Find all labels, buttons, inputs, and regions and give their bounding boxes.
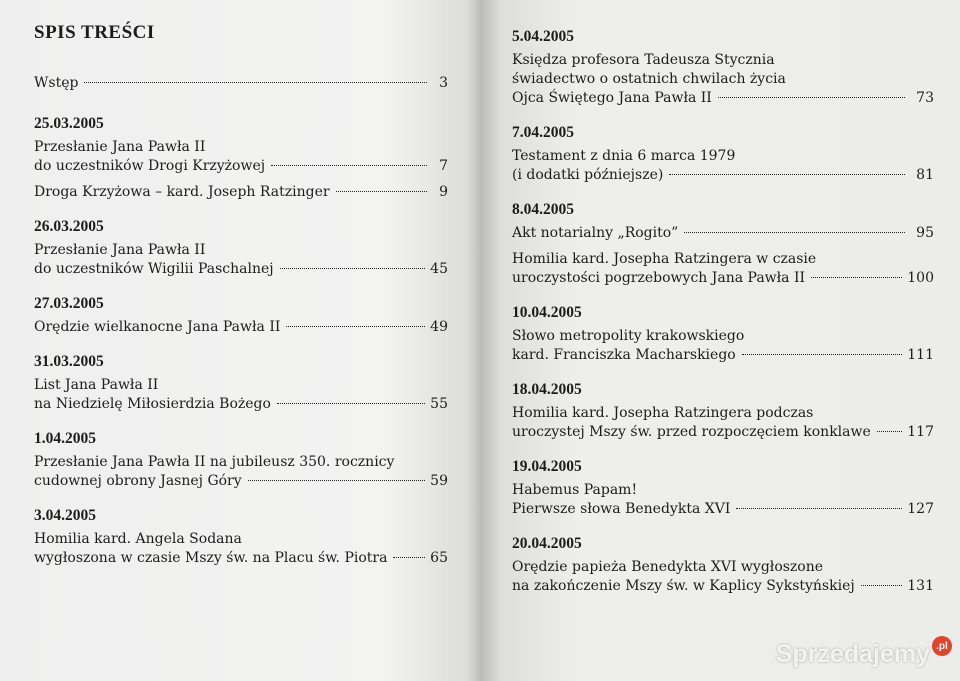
toc-entry (34, 376, 448, 414)
toc-entry (34, 318, 448, 337)
watermark-logo (776, 640, 952, 669)
page-number: 7 (439, 158, 448, 174)
page-number: 9 (439, 184, 448, 200)
entry-text-line: na Niedzielę Miłosierdzia Bożego (34, 396, 271, 412)
toc-entry (512, 51, 934, 108)
toc-entry-intro (34, 74, 448, 93)
entry-last-line (34, 183, 448, 202)
entry-last-line (512, 500, 934, 519)
page-number: 81 (916, 167, 934, 183)
entry-text-line: List Jana Pawła II (34, 377, 159, 393)
section-date: 10.04.2005 (512, 304, 582, 321)
toc-section (34, 507, 448, 568)
dot-leader (684, 232, 905, 233)
entry-text-line: Homilia kard. Angela Sodana (34, 531, 242, 547)
page-number: 45 (430, 261, 448, 277)
section-date: 26.03.2005 (34, 218, 104, 235)
entry-text-line: uroczystości pogrzebowych Jana Pawła II (512, 270, 806, 286)
entry-text-line: Pierwsze słowa Benedykta XVI (512, 501, 731, 517)
toc-section (512, 535, 934, 596)
entry-text-line: Przesłanie Jana Pawła II (34, 242, 206, 258)
page-number: 95 (916, 225, 934, 241)
entry-text-line: świadectwo o ostatnich chwilach życia (512, 71, 786, 87)
dot-leader (811, 277, 902, 278)
dot-leader (84, 82, 427, 83)
page-number: 131 (907, 578, 934, 594)
toc-entry (34, 138, 448, 176)
entry-last-line (512, 269, 934, 288)
entry-text-line: Orędzie wielkanocne Jana Pawła II (34, 319, 281, 335)
toc-entry (512, 147, 934, 185)
toc-section (512, 124, 934, 185)
section-date: 5.04.2005 (512, 28, 574, 45)
entry-last-line (512, 346, 934, 365)
section-date: 31.03.2005 (34, 353, 104, 370)
toc-entry (34, 453, 448, 491)
page-number: 49 (430, 319, 448, 335)
entry-text-line: wygłoszona w czasie Mszy św. na Placu św. Piotra (34, 550, 388, 566)
watermark-text: Sprzedajemy (775, 640, 930, 668)
section-date: 3.04.2005 (34, 507, 96, 524)
entry-text-line: Słowo metropolity krakowskiego (512, 328, 745, 344)
section-date: 27.03.2005 (34, 295, 104, 312)
toc-entry (34, 530, 448, 568)
toc-section (34, 353, 448, 414)
entry-last-line (34, 395, 448, 414)
entry-text-line: Homilia kard. Josepha Ratzingera w czasie (512, 251, 817, 267)
dot-leader (718, 97, 905, 98)
right-sections (512, 28, 934, 596)
entry-last-line (512, 577, 934, 596)
entry-last-line (34, 318, 448, 337)
entry-last-line (34, 157, 448, 176)
toc-entry (512, 404, 934, 442)
page-number: 59 (430, 473, 448, 489)
toc-section (512, 458, 934, 519)
dot-leader (271, 165, 427, 166)
intro-section (34, 74, 448, 93)
entry-last-line (34, 74, 448, 93)
entry-text-line: Droga Krzyżowa – kard. Joseph Ratzinger (34, 184, 330, 200)
dot-leader (669, 174, 905, 175)
dot-leader (393, 557, 425, 558)
dot-leader (877, 431, 903, 432)
watermark-badge: .pl (932, 636, 952, 656)
entry-text-line: cudownej obrony Jasnej Góry (34, 473, 242, 489)
toc-entry (34, 183, 448, 202)
entry-text-line: Przesłanie Jana Pawła II na jubileusz 350. rocznicy (34, 454, 395, 470)
entry-last-line (34, 549, 448, 568)
page-number: 3 (439, 75, 448, 91)
entry-text-line: Akt notarialny „Rogito” (512, 225, 679, 241)
toc-entry (512, 481, 934, 519)
toc-section (512, 201, 934, 288)
entry-text-line: Ojca Świętego Jana Pawła II (512, 90, 712, 106)
toc-section (34, 218, 448, 279)
toc-entry (512, 250, 934, 288)
toc-entry (512, 327, 934, 365)
dot-leader (280, 268, 426, 269)
entry-text-line: na zakończenie Mszy św. w Kaplicy Sykstyńskiej (512, 578, 855, 594)
toc-section (512, 28, 934, 108)
section-date: 8.04.2005 (512, 201, 574, 218)
page-number: 73 (916, 90, 934, 106)
toc-section (34, 115, 448, 202)
entry-last-line (512, 423, 934, 442)
entry-text-line: do uczestników Wigilii Paschalnej (34, 261, 274, 277)
entry-text-line: Księdza profesora Tadeusza Stycznia (512, 52, 775, 68)
dot-leader (736, 508, 902, 509)
entry-text-line: kard. Franciszka Macharskiego (512, 347, 736, 363)
toc-title: SPIS TREŚCI (34, 22, 155, 43)
dot-leader (742, 354, 903, 355)
page-number: 117 (907, 424, 934, 440)
page-number: 65 (430, 550, 448, 566)
entry-text-line: Homilia kard. Josepha Ratzingera podczas (512, 405, 814, 421)
right-page (482, 0, 960, 681)
section-date: 7.04.2005 (512, 124, 574, 141)
left-sections (34, 115, 448, 568)
entry-text-line: do uczestników Drogi Krzyżowej (34, 158, 266, 174)
section-date: 18.04.2005 (512, 381, 582, 398)
dot-leader (861, 585, 903, 586)
entry-text-line: Habemus Papam! (512, 482, 638, 498)
page-number: 55 (430, 396, 448, 412)
toc-section (512, 304, 934, 365)
page-number: 127 (907, 501, 934, 517)
entry-text-line: (i dodatki późniejsze) (512, 167, 664, 183)
entry-last-line (34, 260, 448, 279)
dot-leader (277, 403, 425, 404)
toc-entry (512, 224, 934, 243)
entry-last-line (512, 166, 934, 185)
toc-entry (34, 241, 448, 279)
entry-text-line: uroczystej Mszy św. przed rozpoczęciem konklawe (512, 424, 871, 440)
entry-text-line: Przesłanie Jana Pawła II (34, 139, 206, 155)
entry-last-line (512, 224, 934, 243)
page-number: 100 (907, 270, 934, 286)
toc-section (512, 381, 934, 442)
section-date: 1.04.2005 (34, 430, 96, 447)
section-date: 20.04.2005 (512, 535, 582, 552)
page-number: 111 (907, 347, 934, 363)
toc-entry (512, 558, 934, 596)
entry-last-line (34, 472, 448, 491)
section-date: 25.03.2005 (34, 115, 104, 132)
entry-text-line: Testament z dnia 6 marca 1979 (512, 148, 736, 164)
section-date: 19.04.2005 (512, 458, 582, 475)
toc-section (34, 430, 448, 491)
dot-leader (286, 326, 425, 327)
dot-leader (336, 191, 427, 192)
entry-text-line: Orędzie papieża Benedykta XVI wygłoszone (512, 559, 824, 575)
toc-section (34, 295, 448, 337)
dot-leader (248, 480, 426, 481)
entry-last-line (512, 89, 934, 108)
entry-text-line: Wstęp (34, 75, 79, 91)
